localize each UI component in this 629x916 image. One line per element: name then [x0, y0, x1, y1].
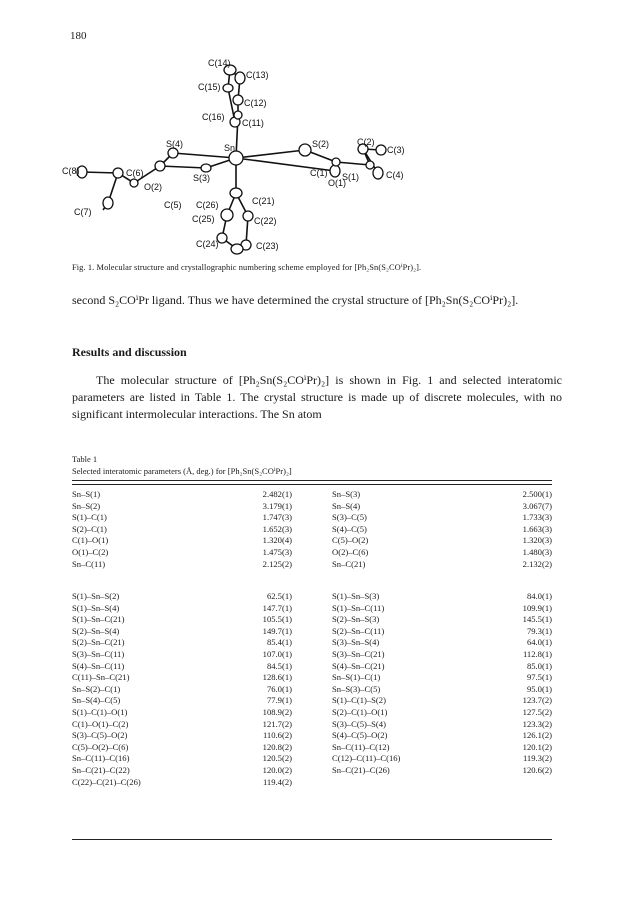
parameter-label: S(1)–Sn–S(4): [72, 602, 120, 613]
atom-label-c3: C(3): [387, 145, 405, 155]
parameter-value: 1.475(3): [262, 546, 292, 557]
parameter-label: Sn–S(1)–C(1): [332, 672, 381, 683]
atom-label-c6: C(6): [126, 168, 144, 178]
parameter-value: 95.0(1): [526, 683, 552, 694]
parameter-value: 3.067(7): [522, 500, 552, 511]
parameter-label: [308, 777, 452, 789]
atom-label-c15: C(15): [198, 82, 221, 92]
parameter-label: Sn–S(2)–C(1): [72, 683, 121, 694]
parameter-value: 97.5(1): [526, 672, 552, 683]
parameter-label: S(1)–C(1)–O(1): [72, 706, 128, 717]
table-row: [72, 707, 552, 719]
parameter-value: 126.1(2): [522, 730, 552, 741]
parameter-value: 2.125(2): [262, 558, 292, 569]
paragraph: second S₂COⁱPr ligand. Thus we have determined the crystal structure of [Ph₂Sn(S₂COⁱPr)₂].: [72, 293, 519, 307]
atom-label-o1: O(1): [328, 178, 346, 188]
table-row: [72, 626, 552, 638]
parameter-label: S(2)–Sn–S(4): [72, 625, 120, 636]
parameter-value: 120.0(2): [262, 764, 292, 775]
parameter-label: Sn–S(3)–C(5): [332, 683, 381, 694]
parameter-value: 119.3(2): [522, 753, 552, 764]
parameter-label: S(3)–Sn–C(21): [332, 648, 385, 659]
atom-label-c7: C(7): [74, 207, 92, 217]
parameter-label: Sn–C(11)–C(12): [332, 741, 390, 752]
atom-label-c21: C(21): [252, 196, 275, 206]
parameter-label: Sn–S(4)–C(5): [72, 695, 121, 706]
table-title: Selected interatomic parameters (Å, deg.) for [Ph₂Sn(S₂COⁱPr)₂]: [72, 466, 292, 476]
parameter-label: C(12)–C(11)–C(16): [332, 753, 401, 764]
parameter-label: S(3)–Sn–C(11): [72, 648, 125, 659]
atom-label-o2: O(2): [144, 182, 162, 192]
table-row: [72, 684, 552, 696]
parameter-label: S(3)–C(5)–O(2): [72, 730, 128, 741]
table-bottom-rule: [72, 839, 552, 840]
table-header-rule: [72, 484, 552, 485]
parameter-label: Sn–C(21): [332, 558, 366, 569]
parameter-label: Sn–S(1): [72, 489, 101, 499]
parameter-label: S(1)–Sn–C(21): [72, 614, 125, 625]
parameter-label: Sn–S(4): [332, 500, 361, 511]
parameter-value: 1.480(3): [522, 546, 552, 557]
parameter-label: S(4)–Sn–C(21): [332, 660, 385, 671]
parameter-value: 147.7(1): [262, 602, 292, 613]
ortep-diagram: [60, 48, 580, 258]
parameter-label: S(1)–C(1): [72, 512, 107, 523]
parameter-value: 120.1(2): [522, 741, 552, 752]
parameter-label: Sn–C(11): [72, 558, 106, 569]
table-row: [72, 559, 552, 571]
parameter-value: 76.0(1): [266, 683, 292, 694]
parameter-value: 64.0(1): [526, 637, 552, 648]
parameter-label: C(22)–C(21)–C(26): [72, 776, 141, 787]
parameter-value: 110.6(2): [262, 730, 292, 741]
table-row: [72, 753, 552, 765]
parameter-label: Sn–S(3): [332, 489, 361, 499]
table-row: [72, 672, 552, 684]
parameter-label: S(3)–Sn–S(4): [332, 637, 380, 648]
parameter-value: 109.9(1): [522, 602, 552, 613]
parameter-value: 84.5(1): [266, 660, 292, 671]
parameter-label: C(11)–Sn–C(21): [72, 672, 130, 683]
parameter-value: 1.320(4): [262, 535, 292, 546]
parameter-value: 119.4(2): [262, 776, 292, 787]
parameter-label: S(3)–C(5): [332, 512, 367, 523]
parameter-value: 128.6(1): [262, 672, 292, 683]
table-row: [72, 661, 552, 673]
atom-label-c22: C(22): [254, 216, 277, 226]
parameter-value: [452, 777, 552, 789]
atom-label-sn: Sn: [224, 143, 236, 153]
table-row: [72, 547, 552, 559]
parameter-label: O(1)–C(2): [72, 546, 109, 557]
parameter-label: S(4)–C(5): [332, 523, 367, 534]
parameter-label: S(1)–Sn–S(2): [72, 591, 120, 601]
atom-label-c14: C(14): [208, 58, 231, 68]
table-row: [72, 730, 552, 742]
parameter-label: O(2)–C(6): [332, 546, 369, 557]
parameter-value: 2.482(1): [262, 489, 292, 499]
parameter-label: S(4)–C(5)–O(2): [332, 730, 388, 741]
parameter-label: S(2)–C(1)–O(1): [332, 706, 388, 717]
parameter-label: S(2)–Sn–C(21): [72, 637, 125, 648]
parameter-label: Sn–C(21)–C(22): [72, 764, 130, 775]
atom-label-c26: C(26): [196, 200, 219, 210]
parameter-value: 85.4(1): [266, 637, 292, 648]
atom-label-s3: S(3): [193, 173, 211, 183]
table-row: [72, 695, 552, 707]
parameter-value: 3.179(1): [262, 500, 292, 511]
parameter-value: 79.3(1): [526, 625, 552, 636]
atom-label-c4: C(4): [386, 170, 404, 180]
atom-label-c23: C(23): [256, 241, 279, 251]
parameter-value: 112.8(1): [522, 648, 552, 659]
table-row: [72, 637, 552, 649]
parameter-value: 121.7(2): [262, 718, 292, 729]
atom-label-c5: C(5): [164, 200, 182, 210]
atom-label-c24: C(24): [196, 239, 219, 249]
atom-label-c12: C(12): [244, 98, 267, 108]
parameter-label: S(1)–Sn–C(11): [332, 602, 385, 613]
parameter-value: 1.652(3): [262, 523, 292, 534]
table-row: [72, 535, 552, 547]
table-top-rule: [72, 480, 552, 481]
atom-label-c13: C(13): [246, 70, 269, 80]
parameter-value: 84.0(1): [526, 591, 552, 601]
parameter-value: 145.5(1): [522, 614, 552, 625]
parameter-label: S(3)–C(5)–S(4): [332, 718, 386, 729]
atom-label-c25: C(25): [192, 214, 215, 224]
parameter-label: Sn–C(11)–C(16): [72, 753, 130, 764]
parameter-label: Sn–S(2): [72, 500, 101, 511]
parameter-value: 107.0(1): [262, 648, 292, 659]
parameter-label: C(5)–O(2)–C(6): [72, 741, 129, 752]
atom-label-c8: C(8): [62, 166, 80, 176]
parameter-value: 2.500(1): [522, 489, 552, 499]
parameter-value: 105.5(1): [262, 614, 292, 625]
parameter-label: C(5)–O(2): [332, 535, 369, 546]
figure-caption: Fig. 1. Molecular structure and crystallographic numbering scheme employed for [Ph₂Sn(S₂COⁱPr)₂].: [72, 263, 422, 272]
parameter-label: C(1)–O(1)–C(2): [72, 718, 129, 729]
parameter-label: S(1)–C(1)–S(2): [332, 695, 386, 706]
page-number: 180: [70, 30, 87, 42]
distance-table: [72, 489, 552, 570]
parameter-value: 123.7(2): [522, 695, 552, 706]
parameter-value: 1.320(3): [522, 535, 552, 546]
table-row: [72, 512, 552, 524]
parameter-value: 1.663(3): [522, 523, 552, 534]
section-heading: Results and discussion: [72, 345, 187, 359]
parameter-value: 1.733(3): [522, 512, 552, 523]
table-row: [72, 742, 552, 754]
parameter-label: S(2)–C(1): [72, 523, 107, 534]
parameter-value: 85.0(1): [526, 660, 552, 671]
parameter-value: 149.7(1): [262, 625, 292, 636]
parameter-label: S(1)–Sn–S(3): [332, 591, 380, 601]
table-row: [72, 603, 552, 615]
parameter-label: C(1)–O(1): [72, 535, 109, 546]
molecular-structure-figure: [60, 48, 580, 258]
atom-label-s1: S(1): [342, 172, 360, 182]
parameter-label: S(4)–Sn–C(11): [72, 660, 125, 671]
table-row: [72, 524, 552, 536]
table-row: [72, 501, 552, 513]
atom-label-c16: C(16): [202, 112, 225, 122]
table-row: [72, 614, 552, 626]
paragraph: The molecular structure of [Ph₂Sn(S₂COⁱPr)₂] is shown in Fig. 1 and selected interatomic parameters are listed in Table 1. The crystal structure is made up of discrete molecules, with no significant intermolecular interactions. The Sn atom: [72, 373, 562, 421]
parameter-value: 120.5(2): [262, 753, 292, 764]
table-row: [72, 777, 552, 789]
table-row: [72, 719, 552, 731]
atom-label-c1: C(1): [310, 168, 328, 178]
table-row: [72, 489, 552, 501]
parameter-label: S(2)–Sn–C(11): [332, 625, 385, 636]
parameter-value: 127.5(2): [522, 706, 552, 717]
table-label: Table 1: [72, 454, 98, 464]
atom-label-c2: C(2): [357, 137, 375, 147]
parameter-value: 62.5(1): [266, 591, 292, 601]
atom-label-c11: C(11): [242, 118, 264, 128]
table-row: [72, 591, 552, 603]
parameter-value: 123.3(2): [522, 718, 552, 729]
table-row: [72, 765, 552, 777]
parameter-value: 1.747(3): [262, 512, 292, 523]
parameter-value: 120.6(2): [522, 764, 552, 775]
parameter-value: 2.132(2): [522, 558, 552, 569]
parameter-label: S(2)–Sn–S(3): [332, 614, 380, 625]
parameter-value: 108.9(2): [262, 706, 292, 717]
parameter-label: Sn–C(21)–C(26): [332, 764, 390, 775]
table-row: [72, 649, 552, 661]
atom-label-s2: S(2): [312, 139, 330, 149]
parameter-value: 77.9(1): [266, 695, 292, 706]
angle-table: [72, 591, 552, 788]
parameter-value: 120.8(2): [262, 741, 292, 752]
atom-label-s4: S(4): [166, 139, 184, 149]
